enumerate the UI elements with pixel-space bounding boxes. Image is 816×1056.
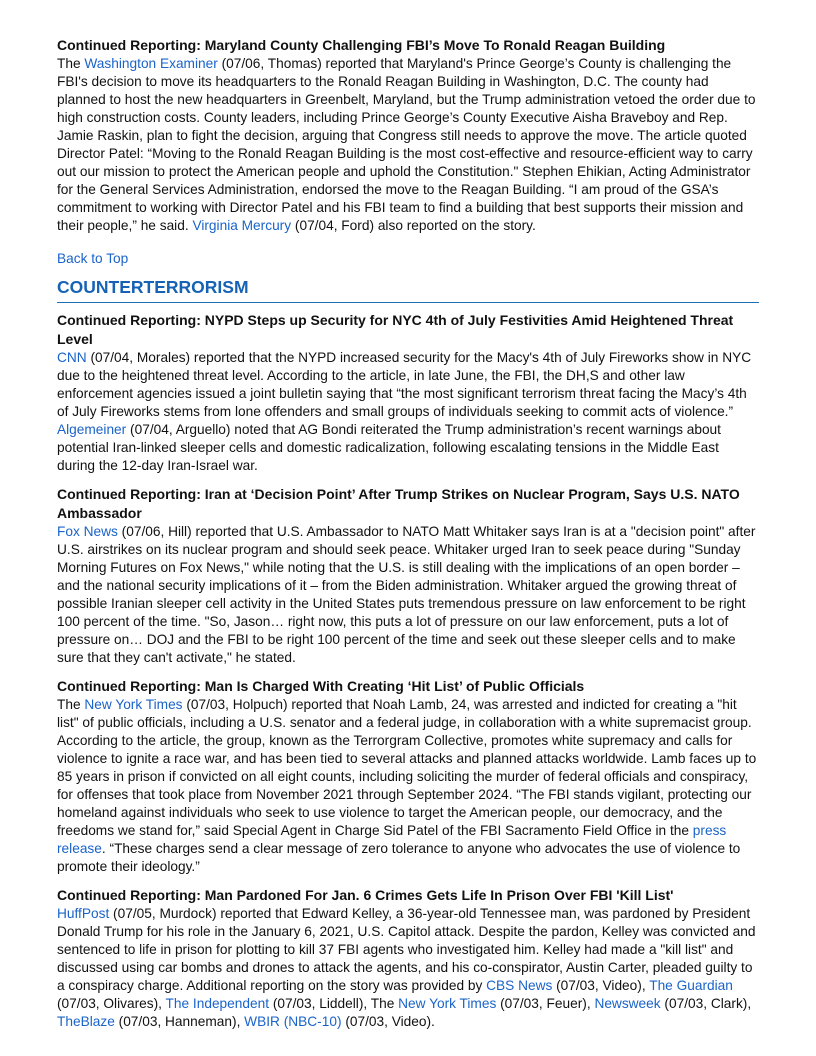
body-text: (07/04, Arguello) noted that AG Bondi reiterated the Trump administration’s recent warnings about potential Iran-linked sleeper cells and domestic radicalization, following escalating tensions in the Middle East during the 12-day Iran-Israel war. [57,422,721,473]
source-link-fox-news[interactable]: Fox News [57,524,118,539]
source-link-cnn[interactable]: CNN [57,350,87,365]
body-text: (07/03, Hanneman), [114,1014,245,1029]
body-text: (07/04, Ford) also reported on the story. [291,218,536,233]
body-text: (07/03, Video). [341,1014,435,1029]
source-link-the-independent[interactable]: The Independent [165,996,270,1011]
article-kill-list [57,886,759,1031]
body-text: (07/06, Thomas) reported that Maryland's Prince George’s County is challenging the FBI's decision to move its headquarters to the Ronald Reagan Building in Washington, D.C. The county had planned to host the new headquarters in Greenbelt, Maryland, but the Trump administration vetoed the order due to high construction costs. County leaders, including Prince George’s County Executive Aisha Braveboy and Rep. Jamie Raskin, plan to fight the decision, arguing that Congress still needs to approve the move. The article quoted Director Patel: “Moving to the Ronald Reagan Building is the most cost-effective and resource-efficient way to carry out our mission to protect the American people and uphold the Constitution." Stephen Ehikian, Acting Administrator for the General Services Administration, endorsed the move to the Reagan Building. “I am proud of the GSA’s commitment to working with Director Patel and his FBI team to find a building that best supports their mission and their people,” he said. [57,56,756,233]
body-text: (07/03, Video), [552,978,650,993]
article-body [57,523,759,667]
body-text: (07/05, Murdock) reported that Edward Kelley, a 36-year-old Tennessee man, was pardoned by President Donald Trump for his role in the January 6, 2021, U.S. Capitol attack. Despite the pardon, Kelley was convicted and sentenced to life in prison for plotting to kill 37 FBI agents who investigated him. Kelley had made a "kill list" and discussed using car bombs and drones to attack the agents, and his co-conspirator, Austin Carter, pleaded guilty to a conspiracy charge. Additional reporting on the story was provided by [57,906,756,993]
source-link-theblaze[interactable]: TheBlaze [57,1014,115,1029]
body-text: (07/03, Olivares), [57,996,166,1011]
source-link-cbs-news[interactable]: CBS News [486,978,553,993]
body-text: The [57,697,85,712]
article-body [57,905,759,1031]
source-link-washington-examiner[interactable]: Washington Examiner [84,56,218,71]
body-text: (07/03, Clark), [660,996,752,1011]
source-link-wbir[interactable]: WBIR (NBC-10) [244,1014,342,1029]
article-headline: Continued Reporting: Maryland County Challenging FBI’s Move To Ronald Reagan Building [57,37,666,53]
article-body [57,696,759,876]
article-maryland-county [57,36,759,235]
body-text: (07/06, Hill) reported that U.S. Ambassador to NATO Matt Whitaker says Iran is at a "decision point" after U.S. airstrikes on its nuclear program and should seek peace. Whitaker urged Iran to seek peace during "Sunday Morning Futures on Fox News," while noting that the U.S. is still dealing with the implications of an open border – and the national security implications of it – from the Biden administration. Whitaker argued the growing threat of possible Iranian sleeper cell activity in the United States puts tremendous pressure on law enforcement to be right 100 percent of the time. "So, Jason… right now, this puts a lot of pressure on our law enforcement, puts a lot of pressure on… DOJ and the FBI to be right 100 percent of the time and seek out these sleeper cells and to make sure that they can't activate," he stated. [57,524,756,665]
article-headline: Continued Reporting: Iran at ‘Decision Point’ After Trump Strikes on Nuclear Program, Says U.S. NATO Ambassador [57,486,740,521]
source-link-algemeiner[interactable]: Algemeiner [57,422,127,437]
press-release-link[interactable]: press release [57,823,727,856]
article-body [57,349,759,475]
section-title-counterterrorism: COUNTERTERRORISM [57,276,759,303]
article-hit-list [57,677,759,876]
source-link-virginia-mercury[interactable]: Virginia Mercury [192,218,292,233]
body-text: (07/03, Liddell), The [269,996,399,1011]
body-text: (07/03, Holpuch) reported that Noah Lamb, 24, was arrested and indicted for creating a "hit list" of public officials, including a U.S. senator and a federal judge, in collaboration with a white supremacist group. According to the article, the group, known as the Terrorgram Collective, promotes white supremacy and calls for violence to ignite a race war, and has been tied to several attacks and planned attacks worldwide. Lamb faces up to 85 years in prison if convicted on all eight counts, including soliciting the murder of federal officials and conspiracy, for offenses that took place from November 2021 through September 2024. “The FBI stands vigilant, protecting our homeland against individuals who seek to use violence to target the American people, our democracy, and the freedoms we stand for,” said Special Agent in Charge Sid Patel of the FBI Sacramento Field Office in the [57,697,757,838]
body-text: (07/03, Feuer), [496,996,595,1011]
back-to-top-link[interactable]: Back to Top [57,251,129,266]
source-link-the-guardian[interactable]: The Guardian [649,978,733,993]
source-link-newsweek[interactable]: Newsweek [594,996,661,1011]
article-headline: Continued Reporting: Man Is Charged With Creating ‘Hit List’ of Public Officials [57,678,585,694]
source-link-huffpost[interactable]: HuffPost [57,906,110,921]
body-text: The [57,56,85,71]
document-page [57,36,759,1041]
source-link-new-york-times[interactable]: New York Times [84,697,183,712]
body-text: . “These charges send a clear message of zero tolerance to anyone who advocates the use of violence to promote their ideology.” [57,841,741,874]
article-iran-decision-point [57,485,759,667]
article-nypd-security [57,311,759,475]
source-link-new-york-times-2[interactable]: New York Times [398,996,497,1011]
body-text: (07/04, Morales) reported that the NYPD increased security for the Macy's 4th of July Fireworks show in NYC due to the heightened threat level. According to the article, in late June, the FBI, the DH,S and other law enforcement agencies issued a joint bulletin saying that “the most significant terrorism threat facing the Macy’s 4th of July Fireworks stems from lone offenders and small groups of individuals seeking to commit acts of violence.” [57,350,752,419]
article-body [57,55,759,235]
article-headline: Continued Reporting: Man Pardoned For Jan. 6 Crimes Gets Life In Prison Over FBI 'Kill List' [57,887,674,903]
article-headline: Continued Reporting: NYPD Steps up Security for NYC 4th of July Festivities Amid Heightened Threat Level [57,312,734,347]
